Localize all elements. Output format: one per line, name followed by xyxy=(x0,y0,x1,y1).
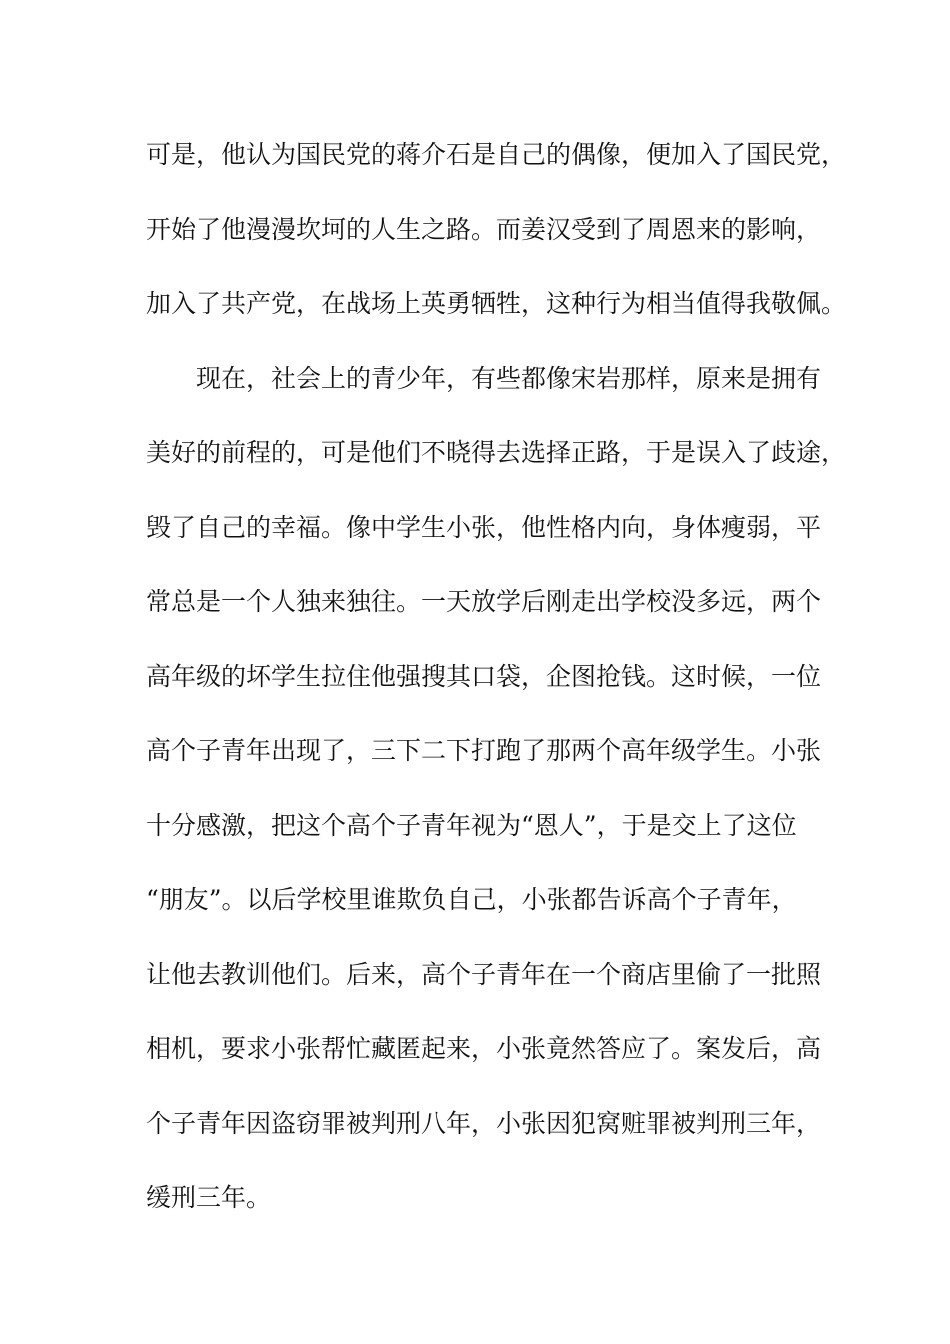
text-line: 缓刑三年。 xyxy=(146,1183,272,1212)
paragraph-start-line: 现在，社会上的青少年，有些都像宋岩那样，原来是拥有 xyxy=(196,363,822,393)
text-line: 加入了共产党，在战场上英勇牺牲，这种行为相当值得我敬佩。 xyxy=(146,289,847,318)
text-line: 毁了自己的幸福。像中学生小张，他性格内向，身体瘦弱，平 xyxy=(146,512,822,542)
text-line: 个子青年因盗窃罪被判刑八年，小张因犯窝赃罪被判刑三年， xyxy=(146,1108,822,1138)
text-line: 美好的前程的，可是他们不晓得去选择正路，于是误入了歧途， xyxy=(146,438,847,467)
text-line: 高个子青年出现了，三下二下打跑了那两个高年级学生。小张 xyxy=(146,736,822,765)
text-line: 十分感激，把这个高个子青年视为“恩人”，于是交上了这位 xyxy=(146,810,797,840)
text-line: 开始了他漫漫坎坷的人生之路。而姜汉受到了周恩来的影响， xyxy=(146,214,822,244)
body-text xyxy=(146,130,847,1248)
text-line: “朋友”。以后学校里谁欺负自己，小张都告诉高个子青年， xyxy=(146,885,797,914)
text-line: 让他去教训他们。后来，高个子青年在一个商店里偷了一批照 xyxy=(146,959,822,989)
text-line: 相机，要求小张帮忙藏匿起来，小张竟然答应了。案发后，高 xyxy=(146,1034,822,1063)
text-line: 可是，他认为国民党的蒋介石是自己的偶像，便加入了国民党， xyxy=(146,140,847,169)
text-line: 高年级的坏学生拉住他强搜其口袋，企图抢钱。这时候，一位 xyxy=(146,661,822,691)
text-line: 常总是一个人独来独往。一天放学后刚走出学校没多远，两个 xyxy=(146,587,822,616)
